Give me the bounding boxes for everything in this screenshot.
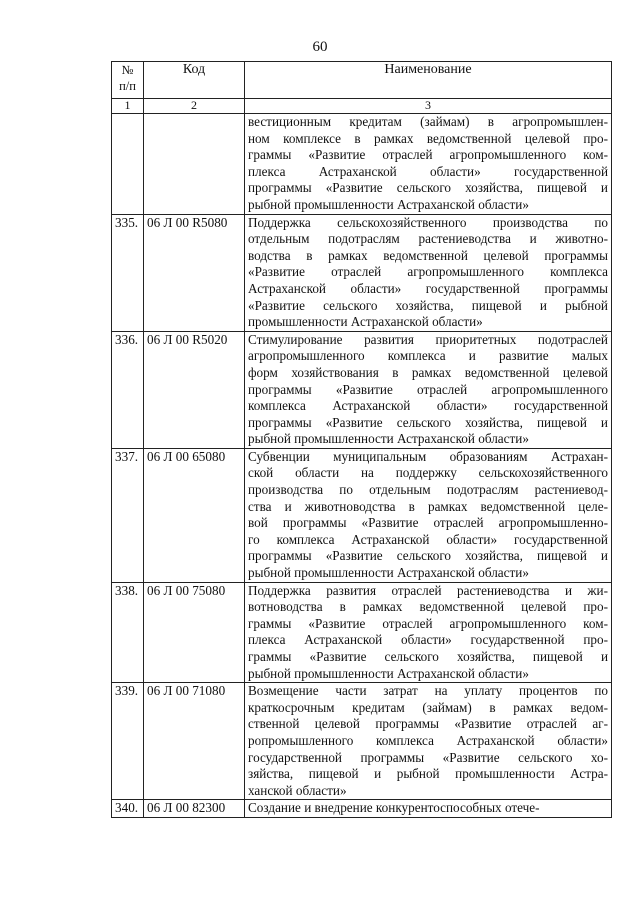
table-row [112, 214, 612, 331]
row-name-line: Стимулирование развития приоритетных подотраслей [248, 331, 608, 347]
table-row [112, 114, 612, 215]
row-name-line: ном комплексе в рамках ведомственной целевой про- [248, 130, 608, 146]
row-name [245, 214, 612, 331]
row-name-line: «Развитие сельского хозяйства, пищевой и рыбной [248, 297, 608, 313]
column-index-3: 3 [245, 99, 612, 114]
header-name: Наименование [245, 62, 612, 99]
row-name-line: рыбной промышленности Астраханской области» [248, 196, 529, 212]
row-name-line: ханской области» [248, 782, 347, 798]
row-name-line: Поддержка развития отраслей растениеводства и жи- [248, 582, 608, 598]
row-name-line: программы «Развитие отраслей агропромышленного [248, 381, 608, 397]
row-name-line: агропромышленного комплекса и развитие малых [248, 348, 608, 364]
row-name-line: отдельным подотраслям растениеводства и животно- [248, 231, 608, 247]
row-name-line: го комплекса Астраханской области» государственной [248, 531, 608, 547]
row-name-line: плекса Астраханской области» государственной [248, 163, 608, 179]
row-name-line: комплекса Астраханской области» государственной [248, 398, 608, 414]
row-name-line: рыбной промышленности Астраханской области» [248, 665, 529, 681]
row-name [245, 331, 612, 448]
row-name-line: граммы «Развитие отраслей агропромышленного ком- [248, 615, 608, 631]
row-name [245, 582, 612, 683]
row-name-line: программы «Развитие сельского хозяйства, пищевой и [248, 180, 608, 196]
table-row [112, 800, 612, 818]
row-name-line: ственной целевой программы «Развитие отраслей аг- [248, 716, 608, 732]
budget-code-table [111, 61, 612, 818]
row-name-line: Поддержка сельскохозяйственного производства по [248, 214, 608, 230]
row-name-line: вестиционным кредитам (займам) в агропромышлен- [248, 114, 608, 129]
row-number: 336. [112, 331, 144, 448]
header-code: Код [144, 62, 245, 99]
row-number: 338. [112, 582, 144, 683]
row-number: 337. [112, 448, 144, 582]
table-header-row [112, 62, 612, 99]
row-name-line: ства и животноводства в рамках ведомственной целе- [248, 498, 608, 514]
row-name-line: ской области на поддержку сельскохозяйственного [248, 465, 608, 481]
row-name-line: промышленности Астраханской области» [248, 314, 483, 330]
row-code: 06 Л 00 65080 [144, 448, 245, 582]
row-name-line: зяйства, пищевой и рыбной промышленности Астра- [248, 766, 608, 782]
table-body [112, 114, 612, 818]
row-name-line: форм хозяйствования в рамках ведомственной целевой [248, 364, 608, 380]
row-name-line: водства в рамках ведомственной целевой программы [248, 247, 608, 263]
row-code: 06 Л 00 75080 [144, 582, 245, 683]
row-code: 06 Л 00 82300 [144, 800, 245, 818]
page-number: 60 [312, 39, 328, 55]
row-name-line: краткосрочным кредитам (займам) в рамках ведом- [248, 699, 608, 715]
row-name-line: государственной программы «Развитие сельского хо- [248, 749, 608, 765]
row-name-line: граммы «Развитие отраслей агропромышленного ком- [248, 147, 608, 163]
column-index-2: 2 [144, 99, 245, 114]
row-name-line: производства по отдельным подотраслям растениевод- [248, 482, 608, 498]
row-name-line: Астраханской области» государственной программы [248, 280, 608, 296]
column-index-1: 1 [112, 99, 144, 114]
row-name-line: программы «Развитие сельского хозяйства, пищевой и [248, 414, 608, 430]
table-row [112, 331, 612, 448]
row-name-line: вой программы «Развитие отраслей агропромышленно- [248, 515, 608, 531]
row-code: 06 Л 00 R5020 [144, 331, 245, 448]
row-number: 340. [112, 800, 144, 818]
row-code [144, 114, 245, 215]
row-name [245, 800, 612, 818]
row-name [245, 114, 612, 215]
row-number [112, 114, 144, 215]
row-name-line: граммы «Развитие сельского хозяйства, пищевой и [248, 649, 608, 664]
row-name-line: вотноводства в рамках ведомственной целевой про- [248, 599, 608, 615]
row-code: 06 Л 00 71080 [144, 683, 245, 800]
row-name [245, 448, 612, 582]
row-name-line: рыбной промышленности Астраханской области» [248, 431, 529, 447]
row-number: 339. [112, 683, 144, 800]
column-index-row [112, 99, 612, 114]
row-name-line: ропромышленного комплекса Астраханской области» [248, 732, 608, 748]
row-name-line: рыбной промышленности Астраханской области» [248, 565, 529, 581]
table-row [112, 683, 612, 800]
row-name-line: программы «Развитие сельского хозяйства, пищевой и [248, 548, 608, 564]
row-number: 335. [112, 214, 144, 331]
row-name-line: Возмещение части затрат на уплату процентов по [248, 683, 608, 699]
row-name-line: плекса Астраханской области» государственной про- [248, 632, 608, 648]
table-row [112, 448, 612, 582]
row-name [245, 683, 612, 800]
header-number: № п/п [112, 62, 144, 99]
table-row [112, 582, 612, 683]
row-name-line: Субвенции муниципальным образованиям Астрахан- [248, 448, 608, 464]
row-name-line: «Развитие отраслей агропромышленного комплекса [248, 264, 608, 280]
row-name-line: Создание и внедрение конкурентоспособных отече- [248, 800, 540, 816]
row-code: 06 Л 00 R5080 [144, 214, 245, 331]
